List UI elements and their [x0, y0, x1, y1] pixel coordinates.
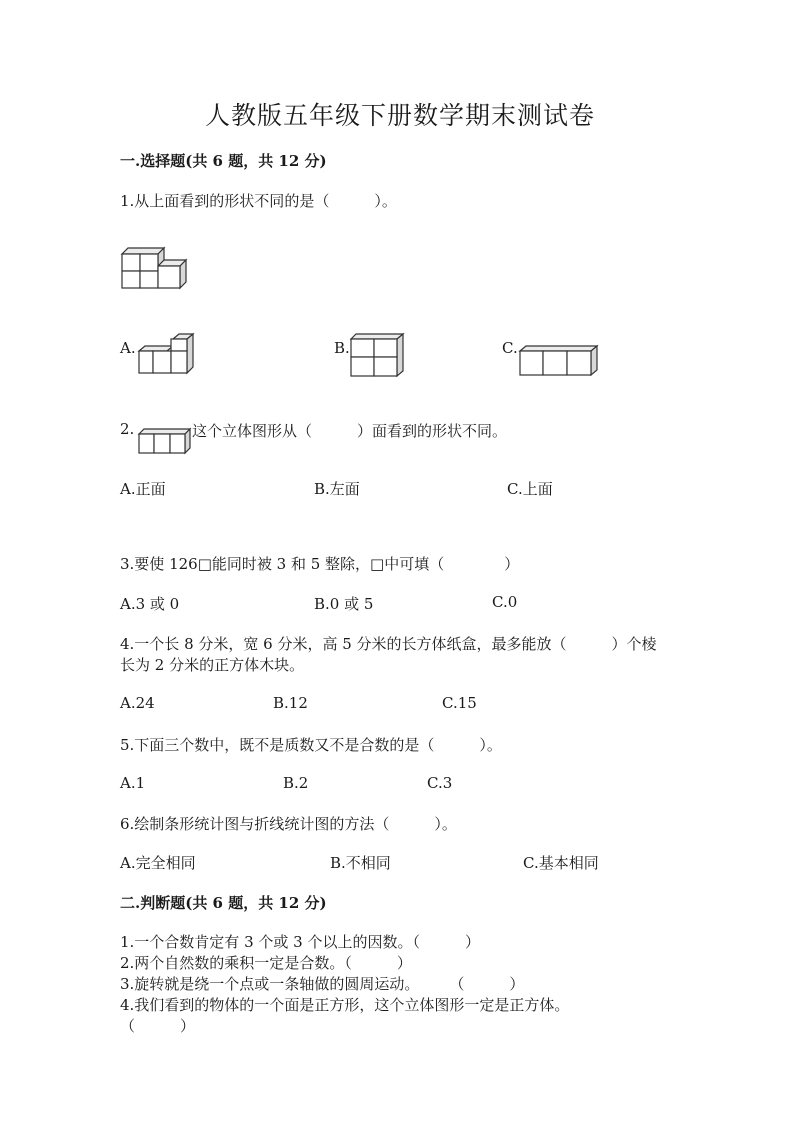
option-6a: A.完全相同 [120, 854, 196, 872]
judgement-item-4: 4.我们看到的物体的一个面是正方形，这个立体图形一定是正方体。 [120, 996, 570, 1014]
section-header-judgement: 二.判断题(共 6 题，共 12 分) [120, 894, 327, 912]
option-1a: A. [120, 339, 136, 357]
option-5a: A.1 [120, 774, 146, 792]
page-title: 人教版五年级下册数学期末测试卷 [204, 101, 595, 130]
option-3b: B.0 或 5 [314, 595, 374, 613]
option-5b: B.2 [283, 774, 309, 792]
option-6c: C.基本相同 [523, 854, 599, 872]
question-6: 6.绘制条形统计图与折线统计图的方法（ ）。 [120, 815, 457, 833]
option-2c: C.上面 [507, 480, 553, 498]
question-3: 3.要使 126□能同时被 3 和 5 整除，□中可填（ ） [120, 555, 520, 573]
judgement-item-1: 1.一个合数肯定有 3 个或 3 个以上的因数。（ ） [120, 933, 480, 951]
judgement-item-4-paren: （ ） [120, 1017, 196, 1035]
option-4c: C.15 [442, 694, 477, 712]
option-5c: C.3 [427, 774, 453, 792]
question-1: 1.从上面看到的形状不同的是（ ）。 [120, 192, 397, 210]
cube-figure-option-1a [137, 333, 195, 375]
option-1c: C. [502, 339, 518, 357]
question-2: 这个立体图形从（ ）面看到的形状不同。 [192, 422, 508, 440]
question-4-line1: 4.一个长 8 分米，宽 6 分米，高 5 分米的长方体纸盒，最多能放（ ）个棱 [120, 635, 657, 653]
section-header-choice: 一.选择题(共 6 题，共 12 分) [120, 152, 327, 170]
judgement-item-3: 3.旋转就是绕一个点或一条轴做的圆周运动。 （ ） [120, 975, 525, 993]
cube-figure-q2 [138, 428, 192, 454]
question-5: 5.下面三个数中，既不是质数又不是合数的是（ ）。 [120, 736, 502, 754]
option-2b: B.左面 [314, 480, 360, 498]
cube-figure-q1 [122, 244, 188, 290]
option-3c: C.0 [492, 593, 518, 611]
option-2a: A.正面 [120, 480, 166, 498]
question-2-number: 2. [120, 420, 135, 438]
question-4-line2: 长为 2 分米的正方体木块。 [120, 656, 305, 674]
option-4b: B.12 [273, 694, 308, 712]
judgement-item-2: 2.两个自然数的乘积一定是合数。（ ） [120, 954, 412, 972]
option-6b: B.不相同 [330, 854, 391, 872]
cube-figure-option-1c [519, 345, 599, 377]
option-1b: B. [334, 339, 350, 357]
option-4a: A.24 [120, 694, 155, 712]
option-3a: A.3 或 0 [120, 595, 180, 613]
cube-figure-option-1b [351, 333, 405, 377]
